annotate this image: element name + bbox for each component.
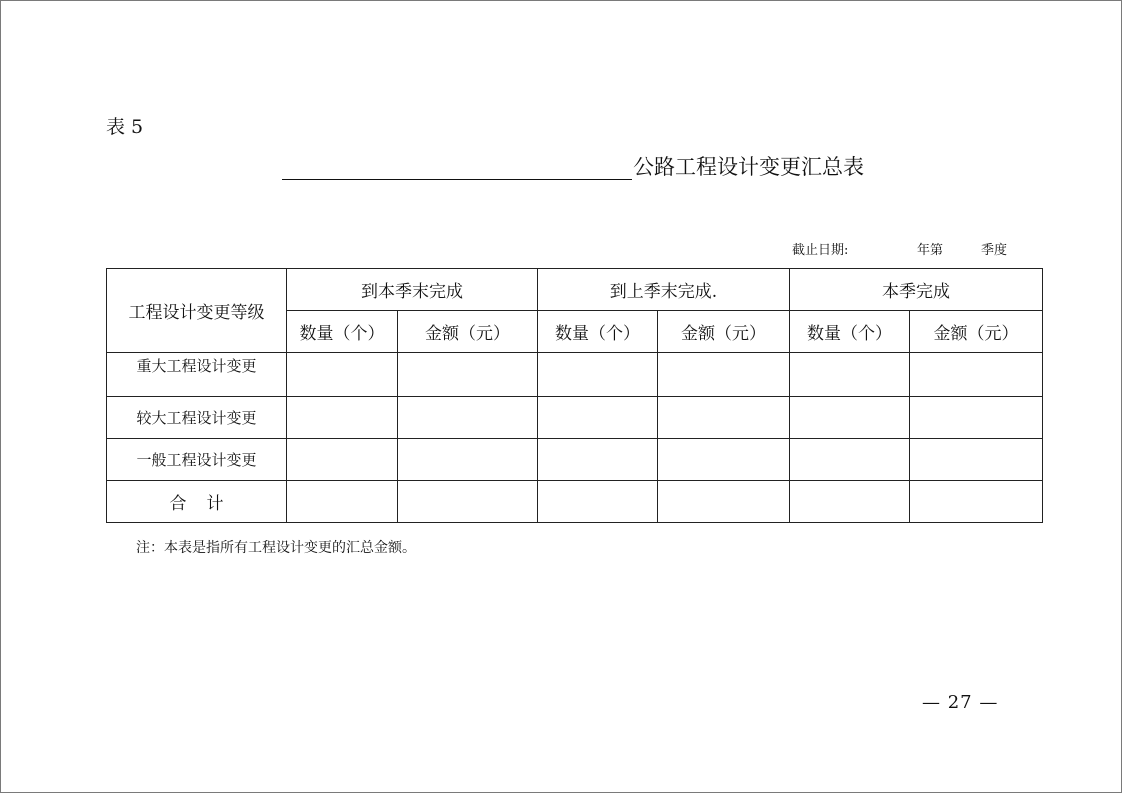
sub-header: 金额（元） [658, 311, 790, 353]
group-header: 到上季末完成. [538, 269, 790, 311]
year-label: 年第 [917, 243, 944, 258]
document-title: 公路工程设计变更汇总表 [633, 155, 864, 179]
quarter-label: 季度 [981, 243, 1008, 258]
corner-header: 工程设计变更等级 [107, 269, 287, 353]
sub-header: 数量（个） [790, 311, 910, 353]
table-cell [398, 481, 538, 523]
table-cell [658, 353, 790, 397]
title-row [282, 150, 864, 180]
sub-header: 金额（元） [910, 311, 1043, 353]
table-cell [287, 439, 398, 481]
cutoff-date-label: 截止日期: [792, 243, 849, 258]
table-cell [398, 353, 538, 397]
total-row [107, 481, 1043, 523]
table-cell [398, 439, 538, 481]
page-number: — 27 — [922, 692, 999, 713]
cutoff-date-line [792, 239, 1008, 258]
table-cell [658, 397, 790, 439]
design-change-summary-table [106, 268, 1043, 523]
table-row [107, 397, 1043, 439]
table-cell [790, 439, 910, 481]
group-header: 本季完成 [790, 269, 1043, 311]
table-cell [287, 397, 398, 439]
table-cell [790, 481, 910, 523]
table-cell [538, 439, 658, 481]
group-header-row [107, 269, 1043, 311]
table-row [107, 439, 1043, 481]
table-cell [538, 353, 658, 397]
table-cell [790, 397, 910, 439]
title-fill-in-blank [282, 153, 632, 180]
table-cell [658, 481, 790, 523]
sub-header: 数量（个） [538, 311, 658, 353]
row-label: 较大工程设计变更 [107, 397, 287, 439]
table-cell [910, 439, 1043, 481]
table-cell [538, 397, 658, 439]
total-label: 合计 [107, 481, 287, 523]
table-cell [910, 397, 1043, 439]
table-cell [287, 481, 398, 523]
table-cell [910, 353, 1043, 397]
table-note: 注：本表是指所有工程设计变更的汇总金额。 [136, 540, 416, 556]
table-row [107, 353, 1043, 397]
group-header: 到本季末完成 [287, 269, 538, 311]
row-label: 一般工程设计变更 [107, 439, 287, 481]
table-cell [538, 481, 658, 523]
table-cell [287, 353, 398, 397]
table-cell [910, 481, 1043, 523]
sub-header: 数量（个） [287, 311, 398, 353]
row-label: 重大工程设计变更 [107, 353, 287, 397]
table-number-label: 表 5 [106, 116, 144, 138]
table-cell [398, 397, 538, 439]
table-cell [658, 439, 790, 481]
sub-header: 金额（元） [398, 311, 538, 353]
table-cell [790, 353, 910, 397]
